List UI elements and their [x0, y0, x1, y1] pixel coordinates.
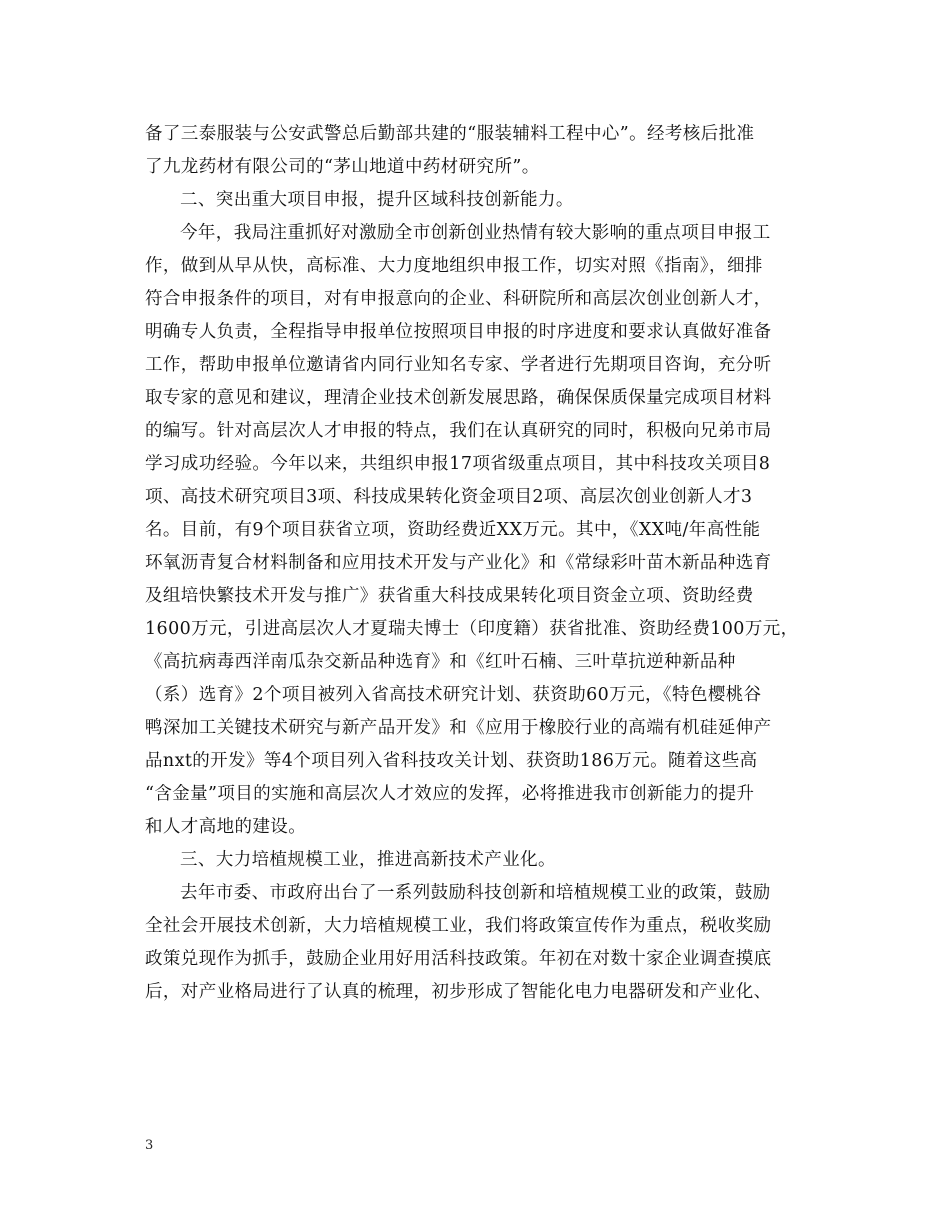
text-line-20: 品nxt的开发》等4个项目列入省科技攻关计划、获资助186万元。随着这些高 — [145, 751, 758, 771]
page-number: 3 — [145, 1138, 154, 1153]
text-line-13: 名。目前，有9个项目获省立项，资助经费近XX万元。其中，《XX吨/年高性能 — [145, 520, 761, 540]
text-line-11: 学习成功经验。今年以来，共组织申报17项省级重点项目，其中科技攻关项目8 — [145, 454, 771, 474]
text-line-02: 了九龙药材有限公司的“茅山地道中药材研究所”。 — [145, 157, 540, 177]
text-line-26: 政策兑现作为抓手，鼓励企业用好用活科技政策。年初在对数十家企业调查摸底 — [145, 949, 772, 969]
text-line-09: 取专家的意见和建议，理清企业技术创新发展思路，确保保质保量完成项目材料 — [145, 388, 772, 408]
text-line-24: 去年市委、市政府出台了一系列鼓励科技创新和培植规模工业的政策，鼓励 — [180, 883, 771, 903]
text-line-22: 和人才高地的建设。 — [145, 817, 307, 837]
body-text — [145, 118, 810, 1009]
text-line-01: 备了三泰服装与公安武警总后勤部共建的“服装辅料工程中心”。经考核后批准 — [145, 124, 755, 144]
text-line-12: 项、高技术研究项目3项、科技成果转化资金项目2项、高层次创业创新人才3 — [145, 487, 753, 507]
text-line-08: 工作，帮助申报单位邀请省内同行业知名专家、学者进行先期项目咨询，充分听 — [145, 355, 772, 375]
text-line-04: 今年，我局注重抓好对激励全市创新创业热情有较大影响的重点项目申报工 — [180, 223, 771, 243]
text-line-25: 全社会开展技术创新，大力培植规模工业，我们将政策宣传作为重点，税收奖励 — [145, 916, 772, 936]
text-line-16: 1600万元，引进高层次人才夏瑞夫博士（印度籍）获省批准、资助经费100万元， — [145, 619, 799, 639]
text-line-27: 后，对产业格局进行了认真的梳理，初步形成了智能化电力电器研发和产业化、 — [145, 982, 772, 1002]
text-line-19: 鸭深加工关键技术研究与新产品开发》和《应用于橡胶行业的高端有机硅延伸产 — [145, 718, 772, 738]
text-line-10: 的编写。针对高层次人才申报的特点，我们在认真研究的同时，积极向兄弟市局 — [145, 421, 772, 441]
text-line-05: 作，做到从早从快，高标准、大力度地组织申报工作，切实对照《指南》，细排 — [145, 256, 763, 276]
text-line-15: 及组培快繁技术开发与推广》获省重大科技成果转化项目资金立项、资助经费 — [145, 586, 754, 606]
section-heading-2: 二、突出重大项目申报，提升区域科技创新能力。 — [180, 190, 574, 210]
text-line-07: 明确专人负责，全程指导申报单位按照项目申报的时序进度和要求认真做好准备 — [145, 322, 772, 342]
text-line-06: 符合申报条件的项目，对有申报意向的企业、科研院所和高层次创业创新人才， — [145, 289, 772, 309]
text-line-18: （系）选育》2个项目被列入省高技术研究计划、获资助60万元，《特色樱桃谷 — [145, 685, 762, 705]
text-line-21: “含金量”项目的实施和高层次人才效应的发挥，必将推进我市创新能力的提升 — [145, 784, 755, 804]
text-line-14: 环氧沥青复合材料制备和应用技术开发与产业化》和《常绿彩叶苗木新品种选育 — [145, 553, 772, 573]
text-line-17: 《高抗病毒西洋南瓜杂交新品种选育》和《红叶石楠、三叶草抗逆种新品种 — [145, 652, 736, 672]
section-heading-3: 三、大力培植规模工业，推进高新技术产业化。 — [180, 850, 556, 870]
